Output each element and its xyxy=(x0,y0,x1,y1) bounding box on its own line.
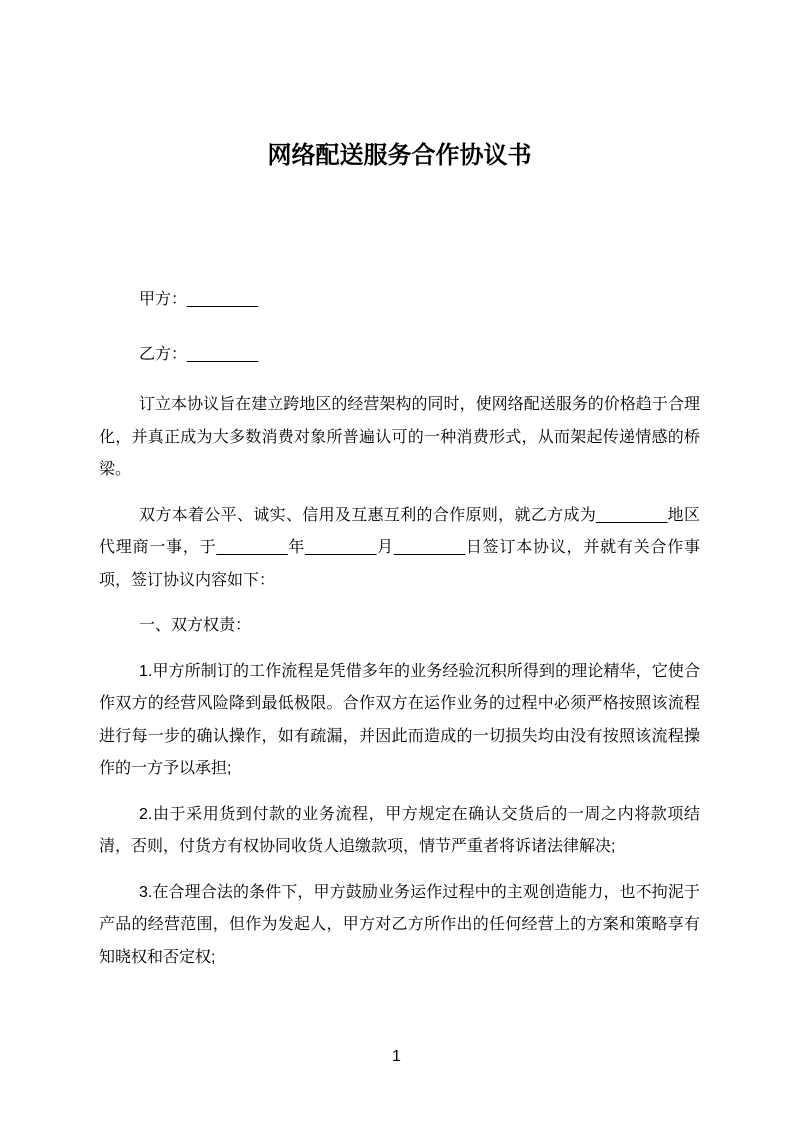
document-title: 网络配送服务合作协议书 xyxy=(267,142,532,169)
party-a-label: 甲方： xyxy=(139,291,188,308)
clause-1: 1.甲方所制订的工作流程是凭借多年的业务经验沉积所得到的理论精华，它使合作双方的经营风险降到最低极限。合作双方在运作业务的过程中必须严格按照该流程进行每一步的确认操作，如有疏漏，并因此而造成的一切损失均由没有按照该流程操作的一方予以承担; xyxy=(99,662,700,777)
party-b-label: 乙方： xyxy=(139,345,188,363)
party-b-blank: ________ xyxy=(187,345,259,363)
clause-3: 3.在合理合法的条件下，甲方鼓励业务运作过程中的主观创造能力，也不拘泥于产品的经营范围，但作为发起人，甲方对乙方所作出的任何经营上的方案和策略享有知晓权和否定权; xyxy=(99,883,700,966)
intro-paragraph-2: 双方本着公平、诚实、信用及互惠互利的合作原则，就乙方成为________地区代理商一事，于________年________月________日签订本协议，并就有关合作事项，签订协议内容如下： xyxy=(99,506,700,589)
intro-paragraph-1: 订立本协议旨在建立跨地区的经营架构的同时，使网络配送服务的价格趋于合理化，并真正成为大多数消费对象所普遍认可的一种消费形式，从而架起传递情感的桥梁。 xyxy=(99,396,700,478)
party-a-line xyxy=(99,284,700,317)
party-b-line xyxy=(99,339,700,372)
section-heading: 一、双方权责： xyxy=(139,617,252,634)
document-content xyxy=(0,140,793,974)
party-a-blank: ________ xyxy=(187,291,259,308)
page-number: 1 xyxy=(392,1048,401,1065)
clause-2: 2.由于采用货到付款的业务流程，甲方规定在确认交货后的一周之内将款项结清，否则，付货方有权协同收货人追缴款项，情节严重者将诉诸法律解决; xyxy=(99,805,700,855)
